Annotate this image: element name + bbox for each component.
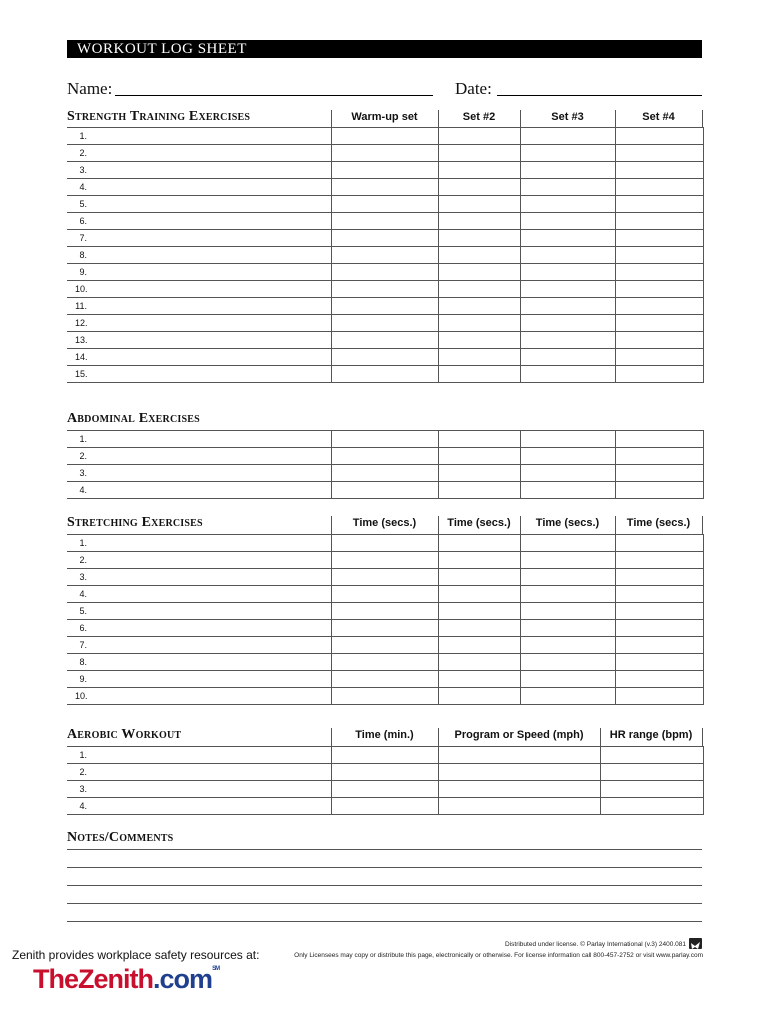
entry-cell[interactable] <box>520 264 615 281</box>
entry-cell[interactable] <box>438 196 520 213</box>
entry-cell[interactable] <box>331 482 438 499</box>
entry-cell[interactable] <box>615 654 703 671</box>
entry-cell[interactable] <box>520 654 615 671</box>
exercise-cell[interactable] <box>67 688 331 705</box>
logo-com: com <box>159 964 213 994</box>
row-number: 5. <box>79 199 87 209</box>
entry-cell[interactable] <box>615 603 703 620</box>
entry-cell[interactable] <box>438 586 520 603</box>
table-row <box>67 179 703 196</box>
row-number: 4. <box>79 589 87 599</box>
row-number: 3. <box>79 165 87 175</box>
row-number: 10. <box>75 284 88 294</box>
entry-cell[interactable] <box>331 298 438 315</box>
entry-cell[interactable] <box>600 798 703 815</box>
strength-col-set3: Set #3 <box>551 111 584 123</box>
entry-cell[interactable] <box>520 586 615 603</box>
entry-cell[interactable] <box>615 128 703 145</box>
entry-cell[interactable] <box>438 179 520 196</box>
entry-cell[interactable] <box>331 162 438 179</box>
entry-cell[interactable] <box>331 654 438 671</box>
strength-section-title: Strength Training Exercises <box>67 109 251 124</box>
exercise-cell[interactable] <box>67 552 331 569</box>
entry-cell[interactable] <box>600 781 703 798</box>
row-number: 6. <box>79 216 87 226</box>
row-number: 10. <box>75 691 88 701</box>
table-row <box>67 213 703 230</box>
entry-cell[interactable] <box>331 213 438 230</box>
entry-cell[interactable] <box>331 264 438 281</box>
entry-cell[interactable] <box>331 781 438 798</box>
row-number: 2. <box>79 451 87 461</box>
table-row <box>67 603 703 620</box>
row-number: 1. <box>79 131 87 141</box>
table-row <box>67 654 703 671</box>
entry-cell[interactable] <box>520 535 615 552</box>
entry-cell[interactable] <box>331 448 438 465</box>
footer-promo: Zenith provides workplace safety resources at: <box>12 948 260 962</box>
entry-cell[interactable] <box>331 764 438 781</box>
entry-cell[interactable] <box>520 281 615 298</box>
exercise-cell[interactable] <box>67 569 331 586</box>
entry-cell[interactable] <box>520 482 615 499</box>
license-line-2: Only Licensees may copy or distribute this page, electronically or otherwise. For license information call 800-457-2752 or visit www.parlay.com <box>294 952 703 959</box>
entry-cell[interactable] <box>438 230 520 247</box>
table-row <box>67 586 703 603</box>
table-row <box>67 448 703 465</box>
license-line-1: Distributed under license. © Parlay International (v.3) 2400.081 <box>505 941 686 948</box>
entry-cell[interactable] <box>438 637 520 654</box>
row-number: 9. <box>79 267 87 277</box>
entry-cell[interactable] <box>520 128 615 145</box>
entry-cell[interactable] <box>331 179 438 196</box>
entry-cell[interactable] <box>438 764 600 781</box>
exercise-cell[interactable] <box>67 586 331 603</box>
row-number: 4. <box>79 182 87 192</box>
table-row <box>67 315 703 332</box>
entry-cell[interactable] <box>615 315 703 332</box>
entry-cell[interactable] <box>438 654 520 671</box>
entry-cell[interactable] <box>615 230 703 247</box>
exercise-cell[interactable] <box>67 298 331 315</box>
table-row <box>67 688 703 705</box>
entry-cell[interactable] <box>520 671 615 688</box>
entry-cell[interactable] <box>331 431 438 448</box>
entry-cell[interactable] <box>438 569 520 586</box>
table-row <box>67 247 703 264</box>
row-number: 3. <box>79 784 87 794</box>
table-row <box>67 281 703 298</box>
entry-cell[interactable] <box>438 465 520 482</box>
strength-table <box>67 127 704 383</box>
aerobic-table <box>67 746 704 815</box>
name-field[interactable] <box>115 94 433 96</box>
entry-cell[interactable] <box>331 332 438 349</box>
exercise-cell[interactable] <box>67 366 331 383</box>
entry-cell[interactable] <box>331 671 438 688</box>
entry-cell[interactable] <box>520 145 615 162</box>
entry-cell[interactable] <box>615 586 703 603</box>
page-title: WORKOUT LOG SHEET <box>67 40 702 58</box>
entry-cell[interactable] <box>520 366 615 383</box>
entry-cell[interactable] <box>520 637 615 654</box>
logo-dot: . <box>153 964 160 994</box>
entry-cell[interactable] <box>520 349 615 366</box>
entry-cell[interactable] <box>331 798 438 815</box>
entry-cell[interactable] <box>438 603 520 620</box>
table-row <box>67 162 703 179</box>
entry-cell[interactable] <box>331 247 438 264</box>
exercise-cell[interactable] <box>67 671 331 688</box>
exercise-cell[interactable] <box>67 431 331 448</box>
entry-cell[interactable] <box>520 688 615 705</box>
row-number: 2. <box>79 148 87 158</box>
exercise-cell[interactable] <box>67 196 331 213</box>
exercise-cell[interactable] <box>67 179 331 196</box>
entry-cell[interactable] <box>438 298 520 315</box>
stretching-col-4: Time (secs.) <box>626 517 691 529</box>
entry-cell[interactable] <box>438 552 520 569</box>
entry-cell[interactable] <box>438 315 520 332</box>
table-row <box>67 535 703 552</box>
entry-cell[interactable] <box>520 162 615 179</box>
row-number: 3. <box>79 468 87 478</box>
exercise-cell[interactable] <box>67 281 331 298</box>
row-number: 1. <box>79 434 87 444</box>
exercise-cell[interactable] <box>67 264 331 281</box>
notes-line[interactable] <box>67 903 702 904</box>
table-row <box>67 298 703 315</box>
row-number: 6. <box>79 623 87 633</box>
entry-cell[interactable] <box>331 349 438 366</box>
entry-cell[interactable] <box>438 281 520 298</box>
entry-cell[interactable] <box>615 637 703 654</box>
row-number: 1. <box>79 750 87 760</box>
row-number: 4. <box>79 801 87 811</box>
exercise-cell[interactable] <box>67 230 331 247</box>
parlay-icon <box>689 938 702 949</box>
entry-cell[interactable] <box>438 747 600 764</box>
entry-cell[interactable] <box>615 620 703 637</box>
table-row <box>67 747 703 764</box>
row-number: 8. <box>79 250 87 260</box>
entry-cell[interactable] <box>520 213 615 230</box>
entry-cell[interactable] <box>438 145 520 162</box>
exercise-cell[interactable] <box>67 637 331 654</box>
entry-cell[interactable] <box>600 764 703 781</box>
table-row <box>67 569 703 586</box>
entry-cell[interactable] <box>520 196 615 213</box>
entry-cell[interactable] <box>520 603 615 620</box>
entry-cell[interactable] <box>615 281 703 298</box>
aerobic-col-hr: HR range (bpm) <box>609 729 693 741</box>
entry-cell[interactable] <box>615 179 703 196</box>
notes-line[interactable] <box>67 867 702 868</box>
row-number: 1. <box>79 538 87 548</box>
entry-cell[interactable] <box>438 431 520 448</box>
row-number: 14. <box>75 352 88 362</box>
entry-cell[interactable] <box>438 264 520 281</box>
exercise-cell[interactable] <box>67 747 331 764</box>
row-number: 7. <box>79 233 87 243</box>
exercise-cell[interactable] <box>67 764 331 781</box>
exercise-cell[interactable] <box>67 603 331 620</box>
entry-cell[interactable] <box>331 747 438 764</box>
entry-cell[interactable] <box>438 535 520 552</box>
entry-cell[interactable] <box>615 671 703 688</box>
notes-section-title: Notes/Comments <box>67 830 174 845</box>
date-field[interactable] <box>497 94 702 96</box>
entry-cell[interactable] <box>331 128 438 145</box>
entry-cell[interactable] <box>615 213 703 230</box>
logo-the: The <box>33 964 79 994</box>
entry-cell[interactable] <box>615 332 703 349</box>
exercise-cell[interactable] <box>67 654 331 671</box>
exercise-cell[interactable] <box>67 798 331 815</box>
row-number: 2. <box>79 767 87 777</box>
table-row <box>67 349 703 366</box>
entry-cell[interactable] <box>520 247 615 264</box>
entry-cell[interactable] <box>600 747 703 764</box>
stretching-col-3: Time (secs.) <box>535 517 600 529</box>
entry-cell[interactable] <box>520 569 615 586</box>
table-row <box>67 128 703 145</box>
entry-cell[interactable] <box>615 196 703 213</box>
table-row <box>67 552 703 569</box>
table-row <box>67 332 703 349</box>
row-number: 2. <box>79 555 87 565</box>
entry-cell[interactable] <box>331 465 438 482</box>
exercise-cell[interactable] <box>67 332 331 349</box>
entry-cell[interactable] <box>520 315 615 332</box>
row-number: 4. <box>79 485 87 495</box>
aerobic-section-title: Aerobic Workout <box>67 727 182 742</box>
entry-cell[interactable] <box>438 798 600 815</box>
exercise-cell[interactable] <box>67 247 331 264</box>
entry-cell[interactable] <box>331 569 438 586</box>
table-row <box>67 264 703 281</box>
entry-cell[interactable] <box>520 465 615 482</box>
table-row <box>67 465 703 482</box>
exercise-cell[interactable] <box>67 465 331 482</box>
entry-cell[interactable] <box>520 298 615 315</box>
exercise-cell[interactable] <box>67 448 331 465</box>
entry-cell[interactable] <box>615 465 703 482</box>
entry-cell[interactable] <box>438 128 520 145</box>
entry-cell[interactable] <box>520 431 615 448</box>
entry-cell[interactable] <box>438 247 520 264</box>
table-row <box>67 620 703 637</box>
entry-cell[interactable] <box>615 298 703 315</box>
entry-cell[interactable] <box>615 349 703 366</box>
table-row <box>67 145 703 162</box>
exercise-cell[interactable] <box>67 145 331 162</box>
table-row <box>67 671 703 688</box>
stretching-col-2: Time (secs.) <box>447 517 511 529</box>
strength-col-warmup: Warm-up set <box>351 111 418 123</box>
entry-cell[interactable] <box>615 366 703 383</box>
exercise-cell[interactable] <box>67 213 331 230</box>
entry-cell[interactable] <box>331 145 438 162</box>
entry-cell[interactable] <box>615 552 703 569</box>
row-number: 12. <box>75 318 88 328</box>
exercise-cell[interactable] <box>67 620 331 637</box>
table-row <box>67 781 703 798</box>
row-number: 7. <box>79 640 87 650</box>
exercise-cell[interactable] <box>67 535 331 552</box>
table-row <box>67 637 703 654</box>
entry-cell[interactable] <box>331 586 438 603</box>
stretching-col-1: Time (secs.) <box>352 517 417 529</box>
entry-cell[interactable] <box>615 431 703 448</box>
table-row <box>67 798 703 815</box>
table-row <box>67 230 703 247</box>
table-row <box>67 366 703 383</box>
entry-cell[interactable] <box>615 145 703 162</box>
entry-cell[interactable] <box>331 366 438 383</box>
entry-cell[interactable] <box>438 332 520 349</box>
strength-col-set2: Set #2 <box>462 111 496 123</box>
entry-cell[interactable] <box>438 448 520 465</box>
stretching-table <box>67 534 704 705</box>
entry-cell[interactable] <box>520 230 615 247</box>
entry-cell[interactable] <box>331 603 438 620</box>
row-number: 13. <box>75 335 88 345</box>
table-row <box>67 196 703 213</box>
row-number: 8. <box>79 657 87 667</box>
entry-cell[interactable] <box>615 247 703 264</box>
entry-cell[interactable] <box>520 448 615 465</box>
entry-cell[interactable] <box>438 620 520 637</box>
abdominal-section-title: Abdominal Exercises <box>67 411 200 426</box>
aerobic-col-program: Program or Speed (mph) <box>454 729 584 741</box>
entry-cell[interactable] <box>438 781 600 798</box>
entry-cell[interactable] <box>615 482 703 499</box>
entry-cell[interactable] <box>438 482 520 499</box>
entry-cell[interactable] <box>331 535 438 552</box>
notes-line[interactable] <box>67 921 702 922</box>
entry-cell[interactable] <box>615 569 703 586</box>
strength-col-set4: Set #4 <box>642 111 675 123</box>
exercise-cell[interactable] <box>67 162 331 179</box>
entry-cell[interactable] <box>615 162 703 179</box>
exercise-cell[interactable] <box>67 315 331 332</box>
zenith-logo[interactable] <box>33 964 219 998</box>
entry-cell[interactable] <box>438 349 520 366</box>
entry-cell[interactable] <box>331 230 438 247</box>
logo-zenith: Zenith <box>78 964 154 994</box>
entry-cell[interactable] <box>331 620 438 637</box>
entry-cell[interactable] <box>438 366 520 383</box>
entry-cell[interactable] <box>615 264 703 281</box>
table-row <box>67 431 703 448</box>
exercise-cell[interactable] <box>67 781 331 798</box>
entry-cell[interactable] <box>331 637 438 654</box>
aerobic-col-time: Time (min.) <box>355 729 414 741</box>
row-number: 5. <box>79 606 87 616</box>
entry-cell[interactable] <box>615 448 703 465</box>
entry-cell[interactable] <box>438 671 520 688</box>
entry-cell[interactable] <box>615 535 703 552</box>
exercise-cell[interactable] <box>67 482 331 499</box>
abdominal-table <box>67 430 704 499</box>
entry-cell[interactable] <box>438 162 520 179</box>
row-number: 11. <box>75 301 87 311</box>
entry-cell[interactable] <box>331 688 438 705</box>
notes-line[interactable] <box>67 849 702 850</box>
row-number: 3. <box>79 572 87 582</box>
entry-cell[interactable] <box>331 281 438 298</box>
entry-cell[interactable] <box>520 620 615 637</box>
entry-cell[interactable] <box>331 552 438 569</box>
entry-cell[interactable] <box>615 688 703 705</box>
table-row <box>67 482 703 499</box>
notes-line[interactable] <box>67 885 702 886</box>
stretching-section-title: Stretching Exercises <box>67 515 203 530</box>
row-number: 9. <box>79 674 87 684</box>
entry-cell[interactable] <box>438 688 520 705</box>
row-number: 15. <box>75 369 88 379</box>
table-row <box>67 764 703 781</box>
entry-cell[interactable] <box>438 213 520 230</box>
logo-sm: SM <box>212 966 220 972</box>
date-label: Date: <box>455 79 492 98</box>
entry-cell[interactable] <box>520 552 615 569</box>
exercise-cell[interactable] <box>67 128 331 145</box>
name-label: Name: <box>67 79 113 98</box>
entry-cell[interactable] <box>331 196 438 213</box>
exercise-cell[interactable] <box>67 349 331 366</box>
entry-cell[interactable] <box>520 179 615 196</box>
entry-cell[interactable] <box>331 315 438 332</box>
entry-cell[interactable] <box>520 332 615 349</box>
